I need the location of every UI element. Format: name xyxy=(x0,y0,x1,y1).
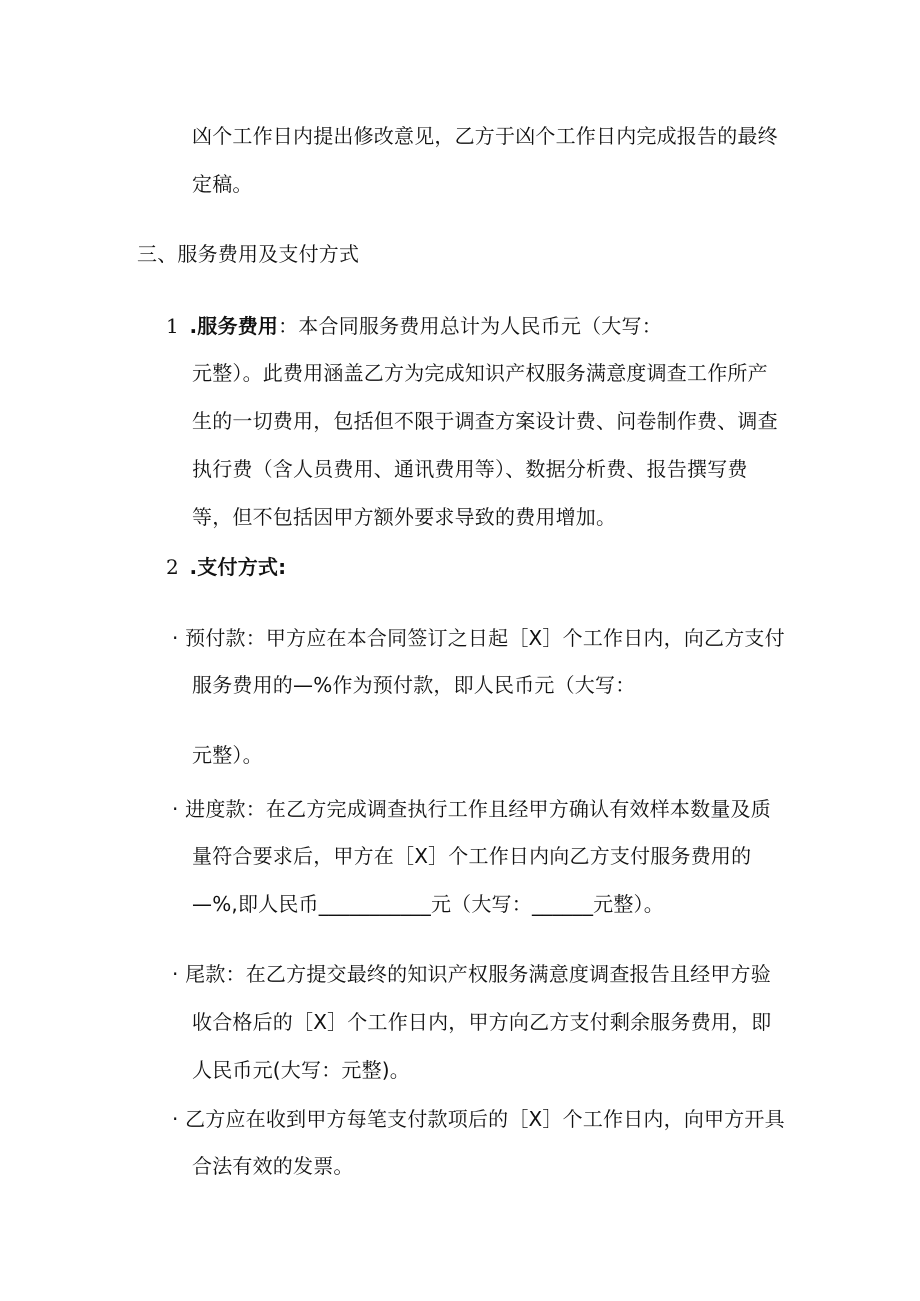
progress-line-1: · 进度款：在乙方完成调查执行工作且经甲方确认有效样本数量及质 xyxy=(172,797,771,821)
final-line-2: 收合格后的［X］个工作日内，甲方向乙方支付剩余服务费用，即 xyxy=(192,1010,772,1034)
intro-line-1: 凶个工作日内提出修改意见，乙方于凶个工作日内完成报告的最终 xyxy=(192,124,778,148)
item-2-label: .支付方式: xyxy=(189,555,287,579)
prepay-line-2: 服务费用的—%作为预付款，即人民币元（大写： xyxy=(192,673,636,697)
item-1-header xyxy=(166,312,662,340)
progress-line-2: 量符合要求后，甲方在［X］个工作日内向乙方支付服务费用的 xyxy=(192,844,752,868)
item-1-number: 1 xyxy=(166,314,179,338)
item-2-number: 2 xyxy=(166,555,179,579)
invoice-line-2: 合法有效的发票。 xyxy=(192,1154,354,1178)
item-1-text: ：本合同服务费用总计为人民币元（大写： xyxy=(278,314,662,338)
item-2-header xyxy=(166,553,286,581)
item-1-line-2: 生的一切费用，包括但不限于调查方案设计费、问卷制作费、调查 xyxy=(192,409,778,433)
prepay-line-3: 元整）。 xyxy=(192,743,263,767)
final-line-1: · 尾款：在乙方提交最终的知识产权服务满意度调查报告且经甲方验 xyxy=(172,962,771,986)
prepay-line-1: · 预付款：甲方应在本合同签订之日起［X］个工作日内，向乙方支付 xyxy=(172,626,785,650)
invoice-line-1: · 乙方应在收到甲方每笔支付款项后的［X］个工作日内，向甲方开具 xyxy=(172,1107,785,1131)
item-1-line-3: 执行费（含人员费用、通讯费用等）、数据分析费、报告撰写费 xyxy=(192,457,748,481)
intro-line-2: 定稿。 xyxy=(192,172,253,196)
section-heading: 三、服务费用及支付方式 xyxy=(137,242,360,266)
item-1-line-1: 元整）。此费用涵盖乙方为完成知识产权服务满意度调查工作所产 xyxy=(192,361,768,385)
progress-line-3: —%,即人民币___________元（大写：______元整）。 xyxy=(192,892,664,916)
item-1-label: .服务费用 xyxy=(189,314,279,338)
final-line-3: 人民币元(大写：元整)。 xyxy=(192,1058,411,1082)
item-1-line-4: 等，但不包括因甲方额外要求导致的费用增加。 xyxy=(192,505,617,529)
